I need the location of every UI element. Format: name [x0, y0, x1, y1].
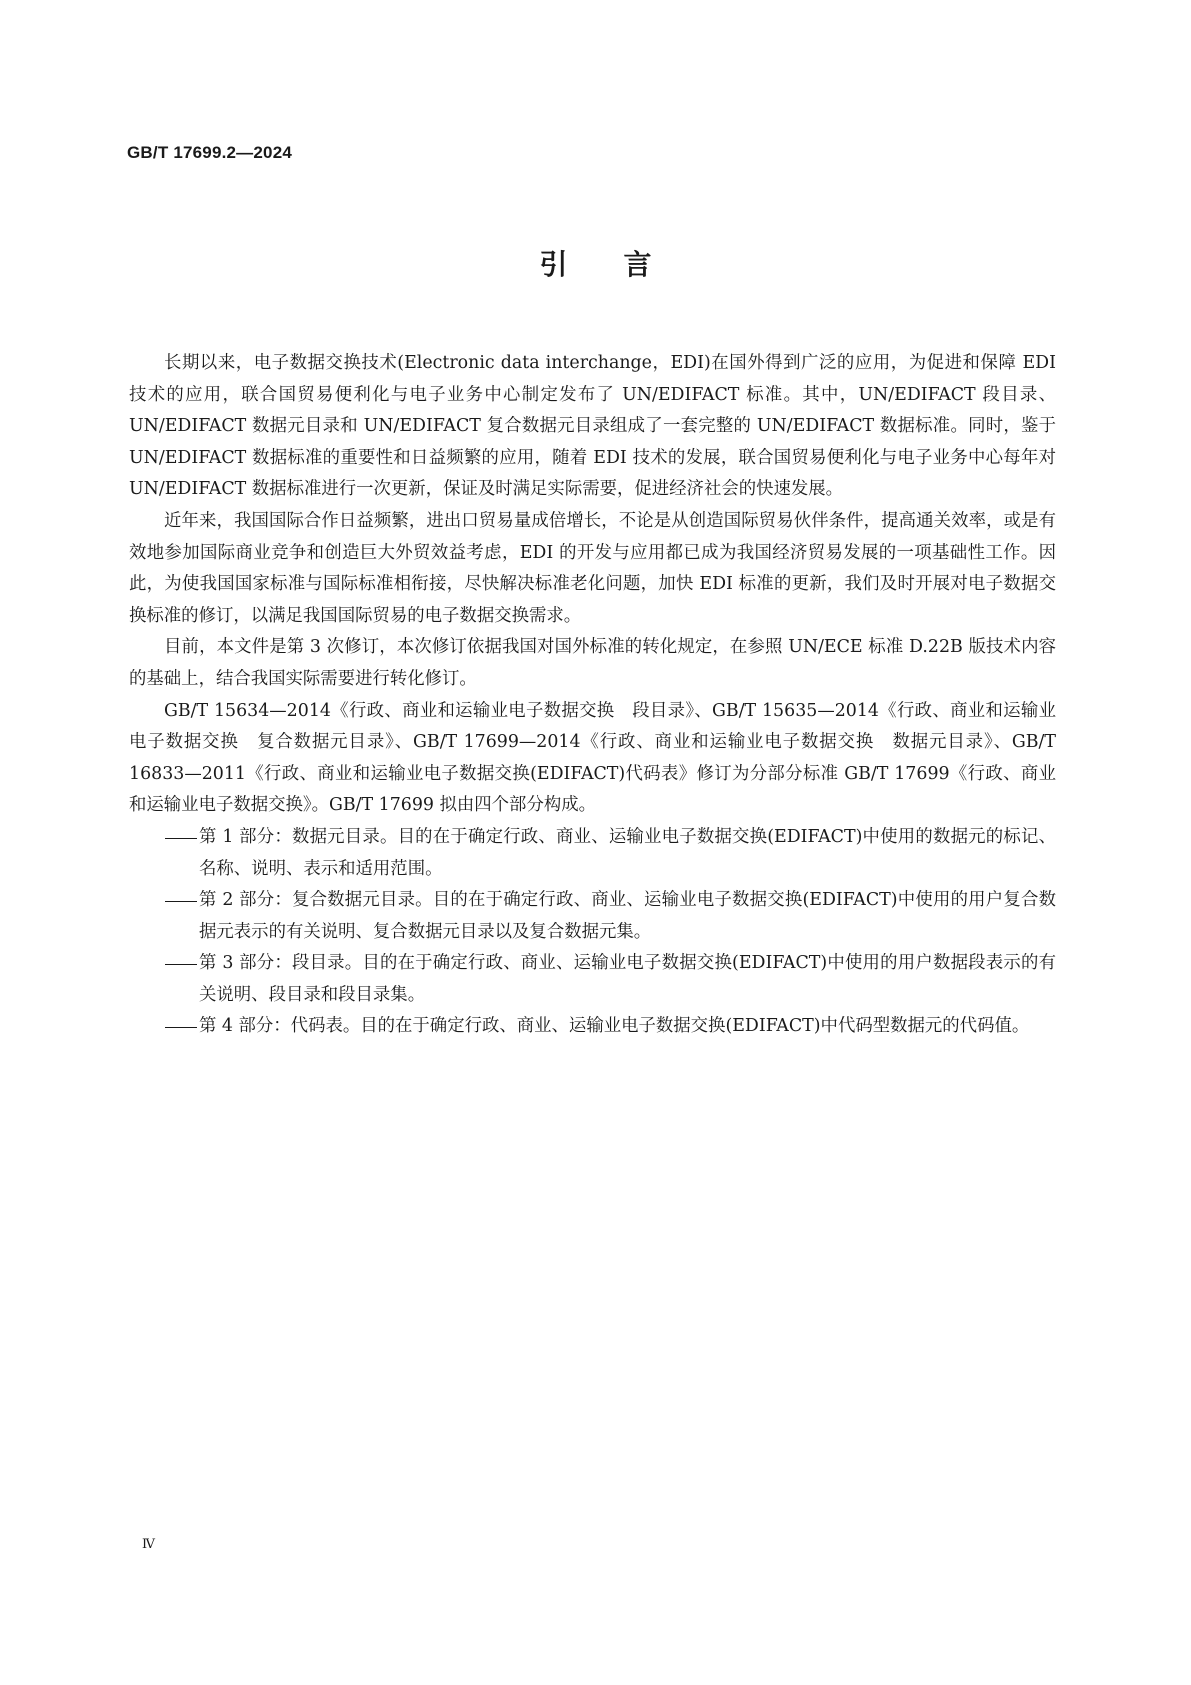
- list-item-text: 第 2 部分：复合数据元目录。目的在于确定行政、商业、运输业电子数据交换(EDIFACT)中使用的用户复合数据元表示的有关说明、复合数据元目录以及复合数据元集。: [199, 890, 1056, 942]
- document-code: GB/T 17699.2—2024: [127, 143, 292, 162]
- section-title: 引言: [539, 248, 708, 281]
- list-item: [129, 822, 1056, 885]
- page-number: Ⅳ: [142, 1537, 155, 1552]
- list-item: [129, 948, 1056, 1011]
- section-body: [129, 348, 1056, 1043]
- list-item: [129, 1011, 1056, 1043]
- paragraph-background: 长期以来，电子数据交换技术(Electronic data interchange，EDI)在国外得到广泛的应用，为促进和保障 EDI 技术的应用，联合国贸易便利化与电子业务中心制定发布了 UN/EDIFACT 标准。其中，UN/EDIFACT 段目录、UN/EDIFACT 数据元目录和 UN/EDIFACT 复合数据元目录组成了一套完整的 UN/EDIFACT 数据标准。同时，鉴于 UN/EDIFACT 数据标准的重要性和日益频繁的应用，随着 EDI 技术的发展，联合国贸易便利化与电子业务中心每年对 UN/EDIFACT 数据标准进行一次更新，保证及时满足实际需要，促进经济社会的快速发展。: [129, 353, 1056, 500]
- paragraph-motivation: 近年来，我国国际合作日益频繁，进出口贸易量成倍增长，不论是从创造国际贸易伙伴条件，提高通关效率，或是有效地参加国际商业竞争和创造巨大外贸效益考虑，EDI 的开发与应用都已成为我国经济贸易发展的一项基础性工作。因此，为使我国国家标准与国际标准相衔接，尽快解决标准老化问题，加快 EDI 标准的更新，我们及时开展对电子数据交换标准的修订，以满足我国国际贸易的电子数据交换需求。: [129, 510, 1056, 626]
- paragraph-revision: 目前，本文件是第 3 次修订，本次修订依据我国对国外标准的转化规定，在参照 UN/ECE 标准 D.22B 版技术内容的基础上，结合我国实际需要进行转化修订。: [129, 637, 1056, 689]
- list-item: [129, 885, 1056, 948]
- parts-list: [129, 822, 1056, 1043]
- list-item-text: 第 1 部分：数据元目录。目的在于确定行政、商业、运输业电子数据交换(EDIFACT)中使用的数据元的标记、名称、说明、表示和适用范围。: [199, 826, 1056, 879]
- list-item-text: 第 4 部分：代码表。目的在于确定行政、商业、运输业电子数据交换(EDIFACT)中代码型数据元的代码值。: [199, 1016, 1030, 1037]
- list-item-text: 第 3 部分：段目录。目的在于确定行政、商业、运输业电子数据交换(EDIFACT)中使用的用户数据段表示的有关说明、段目录和段目录集。: [199, 953, 1056, 1005]
- paragraph-structure: GB/T 15634—2014《行政、商业和运输业电子数据交换 段目录》、GB/T 15635—2014《行政、商业和运输业电子数据交换 复合数据元目录》、GB/T 17699—2014《行政、商业和运输业电子数据交换 数据元目录》、GB/T 16833—2011《行政、商业和运输业电子数据交换(EDIFACT)代码表》修订为分部分标准 GB/T 17699《行政、商业和运输业电子数据交换》。GB/T 17699 拟由四个部分构成。: [129, 700, 1056, 816]
